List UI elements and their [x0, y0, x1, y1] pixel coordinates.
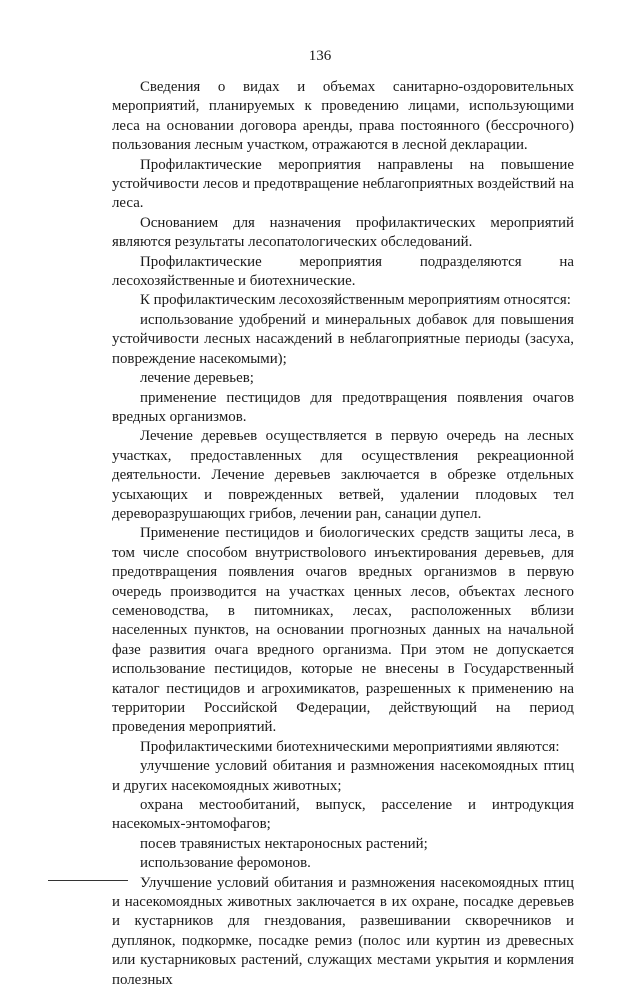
- list-item: применение пестицидов для предотвращения появления очагов вредных организмов.: [112, 389, 574, 425]
- paragraph: Лечение деревьев осуществляется в первую очередь на лесных участках, предоставленных для осуществления рекреационной деятельности. Лечение деревьев заключается в обрезке отдельных усыхающих и поврежденных ветвей, удалении плодовых тел дереворазрушающих грибов, лечении ран, санации дупел.: [112, 428, 574, 522]
- paragraph: Профилактические мероприятия подразделяются на лесохозяйственные и биотехнические.: [112, 253, 574, 290]
- paragraph: Сведения о видах и объемах санитарно-оздоровительных мероприятий, планируемых к проведению лицами, использующими леса на основании договора аренды, права постоянного (бессрочного) пользования лесным участком, отражаются в лесной декларации.: [112, 79, 574, 154]
- page-number: 136: [308, 48, 332, 64]
- footer-rule: [48, 880, 128, 881]
- paragraph: Улучшение условий обитания и размножения насекомоядных птиц и насекомоядных животных заключается в их охране, посадке деревьев и кустарников для гнездования, развешивании скворечников и дуплянок, подкормке, посадке ремиз (полос или куртин из древесных или кустарниковых растений, служащих местами укрытия и кормления полезных: [112, 874, 574, 988]
- paragraph: Применение пестицидов и биологических средств защиты леса, в том числе способом внутриствolового инъектирования деревьев, для предотвращения появления очагов вредных организмов в первую очередь производится на участках ценных лесов, объектах лесного семеноводства, в питомниках, лесах, расположенных вблизи населенных пунктов, на основании прогнозных данных на начальной фазе развития очага вредного организма. При этом не допускается использование пестицидов, которые не внесены в Государственный каталог пестицидов и агрохимикатов, разрешенных к применению на территории Российской Федерации, действующий на период проведения мероприятий.: [112, 525, 574, 736]
- document-body: [112, 78, 574, 990]
- list-item: лечение деревьев;: [140, 370, 254, 387]
- list-item: охрана местообитаний, выпуск, расселение и интродукция насекомых-энтомофагов;: [112, 797, 574, 833]
- paragraph: Профилактические мероприятия направлены на повышение устойчивости лесов и предотвращение неблагоприятных воздействий на леса.: [112, 156, 574, 212]
- list-item: использование удобрений и минеральных добавок для повышения устойчивости лесных насаждений в неблагоприятные периоды (засуха, повреждение насекомыми);: [112, 311, 574, 367]
- paragraph: К профилактическим лесохозяйственным мероприятиям относятся:: [140, 292, 571, 309]
- list-item: улучшение условий обитания и размножения насекомоядных птиц и других насекомоядных животных;: [112, 758, 574, 794]
- paragraph: Основанием для назначения профилактических мероприятий являются результаты лесопатологических обследований.: [112, 214, 574, 251]
- paragraph: Профилактическими биотехническими мероприятиями являются:: [140, 738, 560, 755]
- list-item: использование феромонов.: [140, 855, 311, 872]
- list-item: посев травянистых нектароносных растений;: [140, 835, 428, 852]
